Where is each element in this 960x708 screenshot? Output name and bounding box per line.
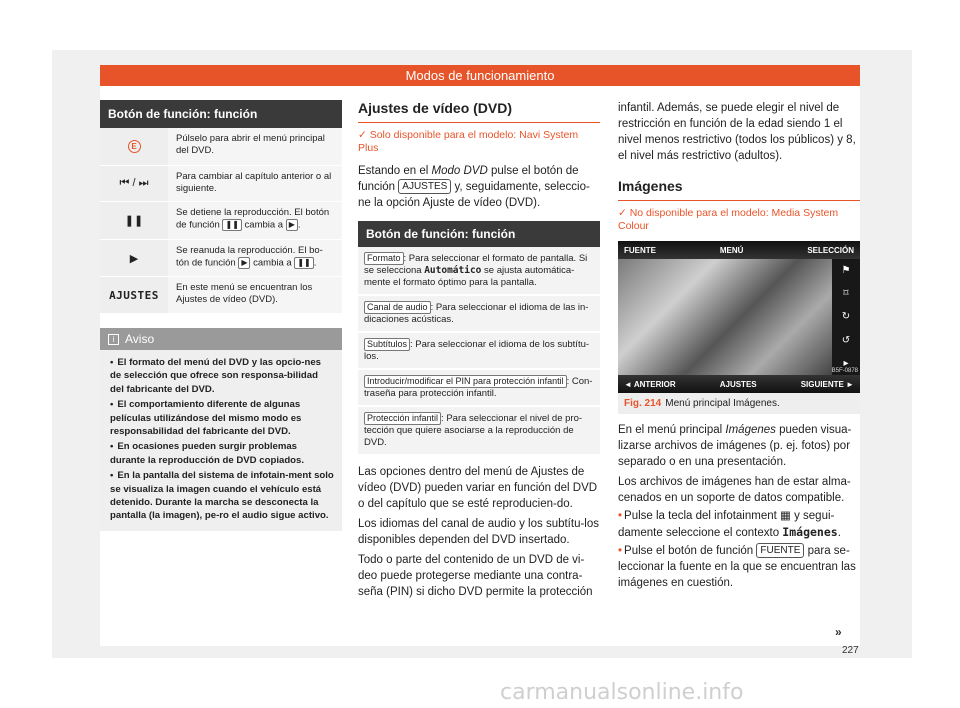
availability-note: ✓ Solo disponible para el modelo: Navi System Plus [358,129,579,154]
rotate-left-icon: ↺ [841,334,851,346]
row-description: Se reanuda la reproducción. El bo-tón de función ▶ cambia a ❚❚ . [168,240,342,276]
table-row [100,277,342,314]
list-item: • Pulse el botón de función FUENTE para se-leccionar la fuente en la que se encuentran las imágenes en cuestión. [618,545,856,589]
info-icon: i [108,334,119,345]
list-item: • El formato del menú del DVD y las opcio-nes de selección que ofrece son responsa-bilidad del fabricante del DVD. [110,357,322,395]
continue-icon: » [835,625,842,639]
pause-button-icon: ❚❚ [222,219,241,231]
screen-bottom-bar: ◄ ANTERIOR AJUSTES SIGUIENTE ► [618,375,860,393]
photo [618,259,832,375]
notice-box [100,328,342,531]
notice-header: i Aviso [100,328,342,350]
table-row: Introducir/modificar el PIN para protección infantil : Con-traseña para protección infantil. [358,370,600,407]
paragraph: infantil. Además, se puede elegir el nivel de restricción en función de la edad siendo 1 el nivel menos restrictivo (todos los públicos) y 8, el nivel más restrictivo (adultos). [618,102,856,162]
table-row: Formato : Para seleccionar el formato de pantalla. Si se selecciona Automático se ajusta automática-mente el formato óptimo para la pantalla. [358,247,600,296]
fullscreen-icon: ⌑ [843,288,849,300]
row-description: En este menú se encuentran los Ajustes de vídeo (DVD). [168,277,342,313]
table-row [100,202,342,240]
play-button-icon: ▶ [238,257,250,269]
ajustes-key: AJUSTES [100,277,168,313]
pin-button: Introducir/modificar el PIN para protección infantil [364,375,567,388]
watermark: carmanualsonline.info [500,680,744,705]
table-row: Subtítulos : Para seleccionar el idioma de los subtítu-los. [358,333,600,370]
settings-table [358,221,600,456]
proteccion-infantil-button: Protección infantil [364,412,441,425]
screen-image [618,241,860,393]
bullet-icon: • [618,545,623,557]
infotainment-key-icon: ▦ [780,510,791,522]
table-row [100,128,342,166]
table-row: Canal de audio : Para seleccionar el idioma de las in-dicaciones acústicas. [358,296,600,333]
table-row [100,240,342,277]
subtitulos-button: Subtítulos [364,338,410,351]
table-header: Botón de función: función [358,221,600,247]
list-item: • En ocasiones pueden surgir problemas durante la reproducción de DVD copiados. [110,441,305,466]
list-item: • El comportamiento diferente de algunas películas utilizándose del mismo modo es responsabilidad del fabricante del DVD. [110,399,302,438]
row-description: Para cambiar al capítulo anterior o al siguiente. [168,166,342,201]
page-title: Modos de funcionamiento [100,65,860,86]
pause-icon: ❚❚ [100,202,168,239]
flag-icon: ⚑ [841,265,851,277]
play-icon: ▸ [843,357,849,369]
intro-paragraph: Estando en el Modo DVD pulse el botón de función AJUSTES y, seguidamente, seleccio-ne la opción Ajuste de vídeo (DVD). [358,165,590,209]
bullet-icon: • [110,399,114,411]
ajustes-button: AJUSTES [398,179,451,194]
left-column [100,100,342,531]
section-title: Imágenes [618,178,860,201]
bullet-icon: • [618,510,623,522]
formato-button: Formato [364,252,404,265]
right-column [618,100,860,591]
table-row [100,166,342,202]
prev-next-icon: ⏮ / ⏭ [100,166,168,201]
bullet-icon: • [110,357,114,368]
availability-note: ✓ No disponible para el modelo: Media System Colour [618,207,839,232]
table-row: Protección infantil : Para seleccionar el nivel de pro-tección que quiere asociarse a la reproducción de DVD. [358,407,600,456]
section-title: Ajustes de vídeo (DVD) [358,100,600,123]
canal-audio-button: Canal de audio [364,301,431,314]
play-button-icon: ▶ [286,219,298,231]
play-icon: ▶ [100,240,168,276]
bullet-icon: • [110,470,114,482]
fuente-button: FUENTE [756,543,804,558]
screen-top-bar: FUENTE MENÚ SELECCIÓN [618,241,860,259]
rotate-right-icon: ↻ [841,311,851,323]
middle-column [358,100,600,600]
paragraph: Las opciones dentro del menú de Ajustes de vídeo (DVD) pueden variar en función del DVD o del capítulo que se esté reproducien-do. [358,466,598,510]
page-number: 227 [842,645,859,656]
paragraph: Los archivos de imágenes han de estar alma-cenados en un soporte de datos compatible. [618,476,851,504]
screen-side-bar [832,259,860,375]
pause-button-icon: ❚❚ [294,257,313,269]
figure-caption: Fig. 214 Menú principal Imágenes. [618,393,860,414]
paragraph: En el menú principal Imágenes pueden visua-lizarse archivos de imágenes (p. ej. fotos) por separado o en una presentación. [618,424,852,468]
table-header: Botón de función: función [100,100,342,128]
bullet-icon: • [110,441,114,453]
list-item: • Pulse la tecla del infotainment ▦ y segui-damente seleccione el contexto Imágenes. [618,510,841,539]
paragraph: Todo o parte del contenido de un DVD de vi-deo puede protegerse mediante una contra-seña (PIN) si dicho DVD permite la protección [358,554,593,598]
paragraph: Los idiomas del canal de audio y los subtítu-los disponibles dependen del DVD insertado. [358,518,600,546]
e-circle-icon: E [128,140,141,153]
row-description: Se detiene la reproducción. El botón de función ❚❚ cambia a ▶ . [168,202,342,239]
image-code: B5F-0878 [831,368,858,374]
list-item: • En la pantalla del sistema de infotain-ment solo se visualiza la imagen cuando el vehículo está detenido. Durante la marcha se desconecta la pantalla (la imagen), pe-ro el audio sigue activo. [110,470,334,522]
row-description: Púlselo para abrir el menú principal del DVD. [168,128,342,165]
